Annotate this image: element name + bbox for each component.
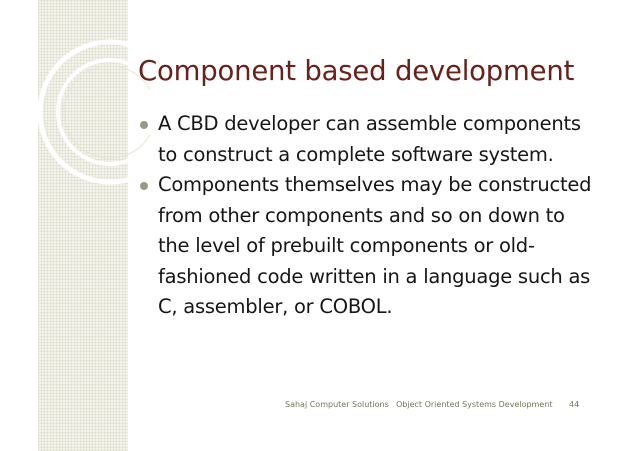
concentric-rings-graphic [0,0,150,200]
footer-organization: Sahaj Computer Solutions [285,400,389,409]
bullet-item: A CBD developer can assemble components to construct a complete software system. [140,109,595,170]
bullet-list [140,109,595,323]
slide-title: Component based development [138,55,575,87]
bullet-item: Components themselves may be constructed from other components and so on down to the level of prebuilt components or old-fashioned code written in a language such as C, assembler, or COBOL. [140,170,595,323]
page-number: 44 [569,400,580,409]
footer-course-title: Object Oriented Systems Development [396,400,553,409]
